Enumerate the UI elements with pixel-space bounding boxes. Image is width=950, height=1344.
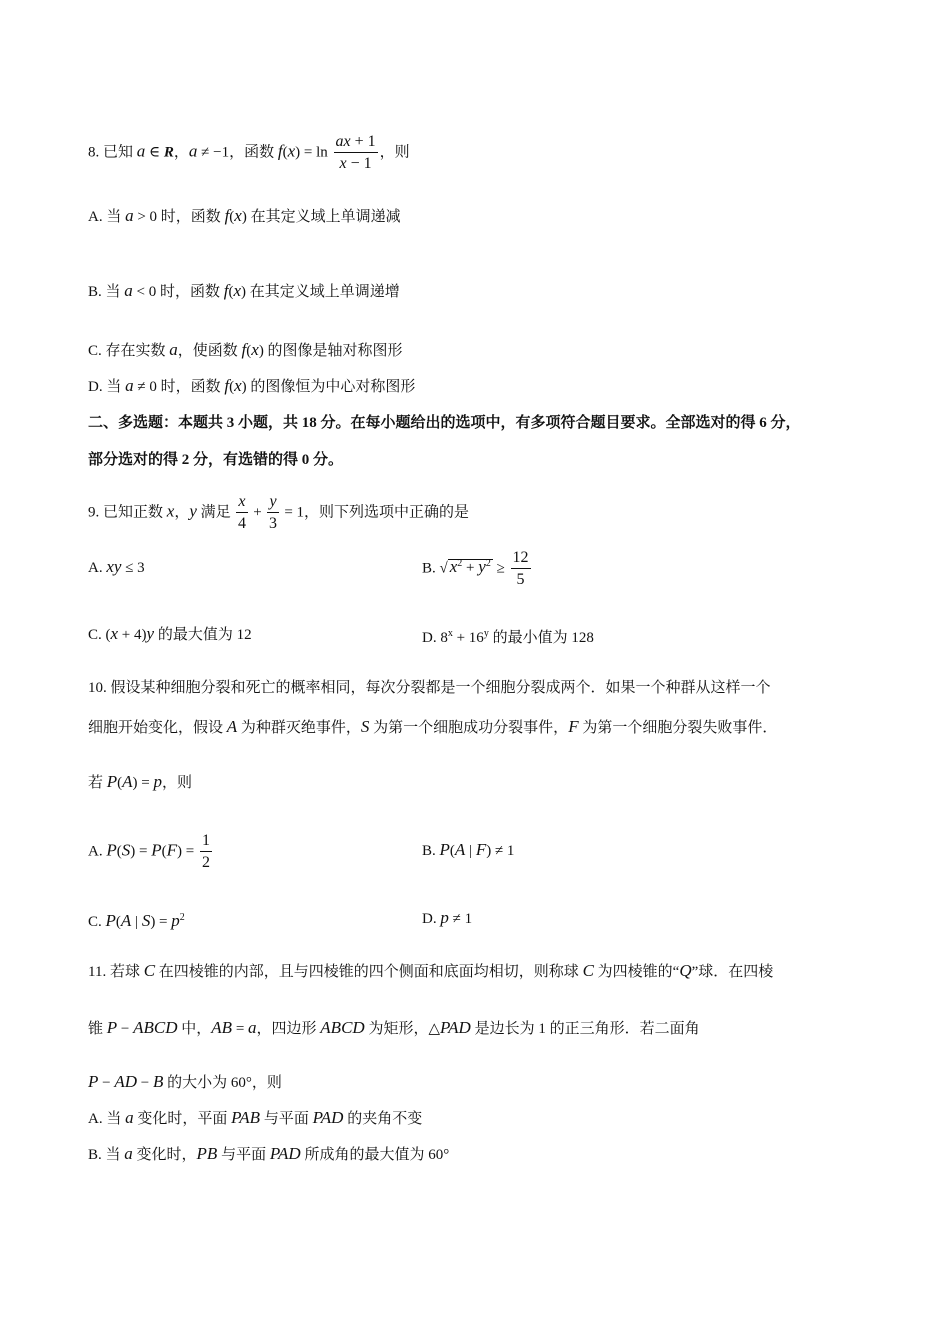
q10-option-c: C. P(A | $S) = p^2$ xyxy=(88,911,185,930)
q11-line-1: 11. 若球 C 在四棱锥的内部，且与四棱锥的四个侧面和底面均相切，则称球 C 为四棱锥的“Q”球．在四棱 xyxy=(88,961,774,980)
q11-option-b: B. 当 a 变化时，PB 与平面 PAD 所成角的最大值为 60° xyxy=(88,1144,450,1163)
q10-line-2: 细胞开始变化，假设 A 为种群灭绝事件，S 为第一个细胞成功分裂事件，F 为第一个细胞分裂失败事件． xyxy=(88,717,778,736)
q10-line-3: 若 P(A) = p，则 xyxy=(88,772,193,791)
q8-option-d: D. 当 a ≠ 0 时，函数 f(x) 的图像恒为中心对称图形 xyxy=(88,376,416,395)
q10-option-d: D. p ≠ 1 xyxy=(422,908,473,927)
q10-option-b: B. P(A | F) ≠ 1 xyxy=(422,840,515,859)
q10-line-1: 10. 假设某种细胞分裂和死亡的概率相同，每次分裂都是一个细胞分裂成两个．如果一个种群从这样一个 xyxy=(88,680,771,696)
q9-option-a: A. xy ≤ 3 xyxy=(88,557,145,576)
q10-option-a: A. P(S) = P(F) = $\frac{1}{2}$ xyxy=(88,832,210,871)
section-2-subheading: 部分选对的得 2 分，有选错的得 0 分。 xyxy=(88,452,344,468)
q9-stem: 9. 已知正数 x，y 满足 $\frac{x}{4}$ + $\frac{y}{3}$ = 1，则下列选项中正确的是 xyxy=(88,493,470,532)
q9-option-b: B. √ $x^2 + y^2$ ≥ $\frac{12}{5}$ xyxy=(422,549,529,588)
q8-stem: 8. 已知 a ∈ R，a ≠ −1，函数 f(x) = ln $\frac{ax + 1}{x - 1}$ ，则 xyxy=(88,133,410,172)
q11-line-2: 锥 P − ABCD 中，AB = a，四边形 ABCD 为矩形，△PAD 是边长为 1 的正三角形．若二面角 xyxy=(88,1018,700,1037)
q8-option-b: B. 当 a < 0 时，函数 f(x) 在其定义域上单调递增 xyxy=(88,281,400,300)
q8-option-a: A. 当 a > 0 时，函数 f(x) 在其定义域上单调递减 xyxy=(88,206,401,225)
q11-line-3: P − AD − B 的大小为 60°，则 xyxy=(88,1072,282,1091)
q9-option-c: C. (x + 4)y 的最大值为 12 xyxy=(88,624,252,643)
section-2-heading: 二、多选题：本题共 3 小题，共 18 分。在每小题给出的选项中，有多项符合题目要求。全部选对的得 6 分， xyxy=(88,415,801,431)
q11-option-a: A. 当 a 变化时，平面 PAB 与平面 PAD 的夹角不变 xyxy=(88,1108,423,1127)
q9-option-d: D. $8^x + 16^y$ 的最小值为 128 xyxy=(422,628,594,646)
q8-option-c: C. 存在实数 a，使函数 f(x) 的图像是轴对称图形 xyxy=(88,340,403,359)
